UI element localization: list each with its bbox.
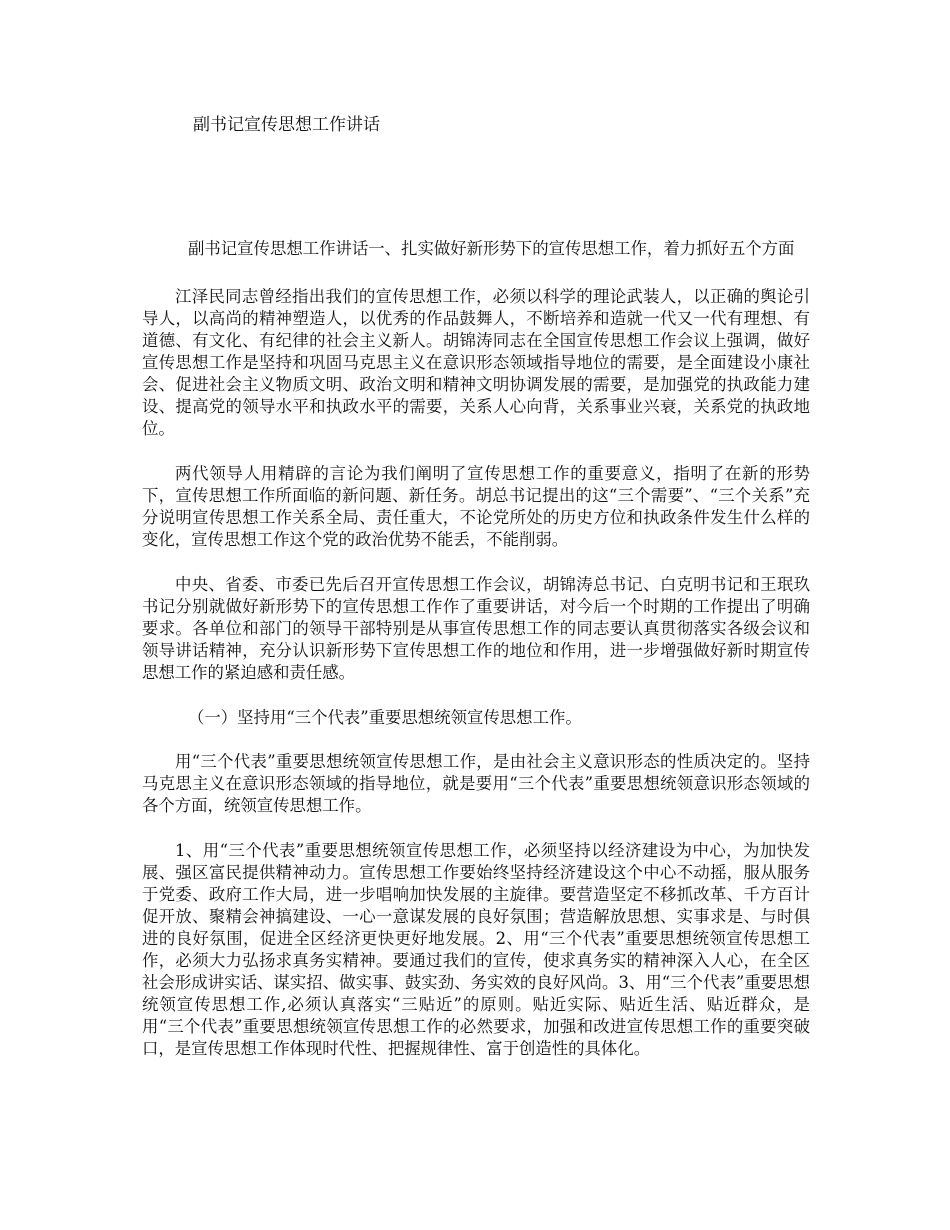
- paragraph-1: 江泽民同志曾经指出我们的宣传思想工作，必须以科学的理论武装人，以正确的舆论引导人，以高尚的精神塑造人，以优秀的作品鼓舞人，不断培养和造就一代又一代有理想、有道德、有文化、有纪律的社会主义新人。胡锦涛同志在全国宣传思想工作会议上强调，做好宣传思想工作是坚持和巩固马克思主义在意识形态领域指导地位的需要，是全面建设小康社会、促进社会主义物质文明、政治文明和精神文明协调发展的需要，是加强党的执政能力建设、提高党的领导水平和执政水平的需要，关系人心向背，关系事业兴衰，关系党的执政地位。: [142, 287, 810, 438]
- paragraph-3: 中央、省委、市委已先后召开宣传思想工作会议，胡锦涛总书记、白克明书记和王珉玖书记分别就做好新形势下的宣传思想工作作了重要讲话，对今后一个时期的工作提出了明确要求。各单位和部门的领导干部特别是从事宣传思想工作的同志要认真贯彻落实各级会议和领导讲话精神，充分认识新形势下宣传思想工作的地位和作用，进一步增强做好新时期宣传思想工作的紧迫感和责任感。: [142, 575, 810, 682]
- section-heading: （一）坚持用“三个代表”重要思想统领宣传思想工作。: [188, 708, 582, 727]
- paragraph-2: 两代领导人用精辟的言论为我们阐明了宣传思想工作的重要意义，指明了在新的形势下，宣传思想工作所面临的新问题、新任务。胡总书记提出的这“三个需要”、“三个关系”充分说明宣传思想工作关系全局、责任重大，不论党所处的历史方位和执政条件发生什么样的变化，宣传思想工作这个党的政治优势不能丢，不能削弱。: [142, 464, 810, 549]
- document-body: [142, 238, 810, 1060]
- paragraph-4: 用“三个代表”重要思想统领宣传思想工作，是由社会主义意识形态的性质决定的。坚持马克思主义在意识形态领域的指导地位，就是要用“三个代表”重要思想统领意识形态领域的各个方面，统领宣传思想工作。: [142, 752, 810, 815]
- paragraph-5: 1、用“三个代表”重要思想统领宣传思想工作，必须坚持以经济建设为中心，为加快发展、强区富民提供精神动力。宣传思想工作要始终坚持经济建设这个中心不动摇，服从服务于党委、政府工作大局，进一步唱响加快发展的主旋律。要营造坚定不移抓改革、千方百计促开放、聚精会神搞建设、一心一意谋发展的良好氛围；营造解放思想、实事求是、与时俱进的良好氛围，促进全区经济更快更好地发展。2、用“三个代表”重要思想统领宣传思想工作，必须大力弘扬求真务实精神。要通过我们的宣传，使求真务实的精神深入人心，在全区社会形成讲实话、谋实招、做实事、鼓实劲、务实效的良好风尚。3、用“三个代表”重要思想统领宣传思想工作,必须认真落实“三贴近”的原则。贴近实际、贴近生活、贴近群众，是用“三个代表”重要思想统领宣传思想工作的必然要求，加强和改进宣传思想工作的重要突破口，是宣传思想工作体现时代性、把握规律性、富于创造性的具体化。: [142, 841, 810, 1058]
- document-title: 副书记宣传思想工作讲话: [193, 115, 380, 135]
- document-subtitle: 副书记宣传思想工作讲话一、扎实做好新形势下的宣传思想工作，着力抓好五个方面: [188, 239, 795, 258]
